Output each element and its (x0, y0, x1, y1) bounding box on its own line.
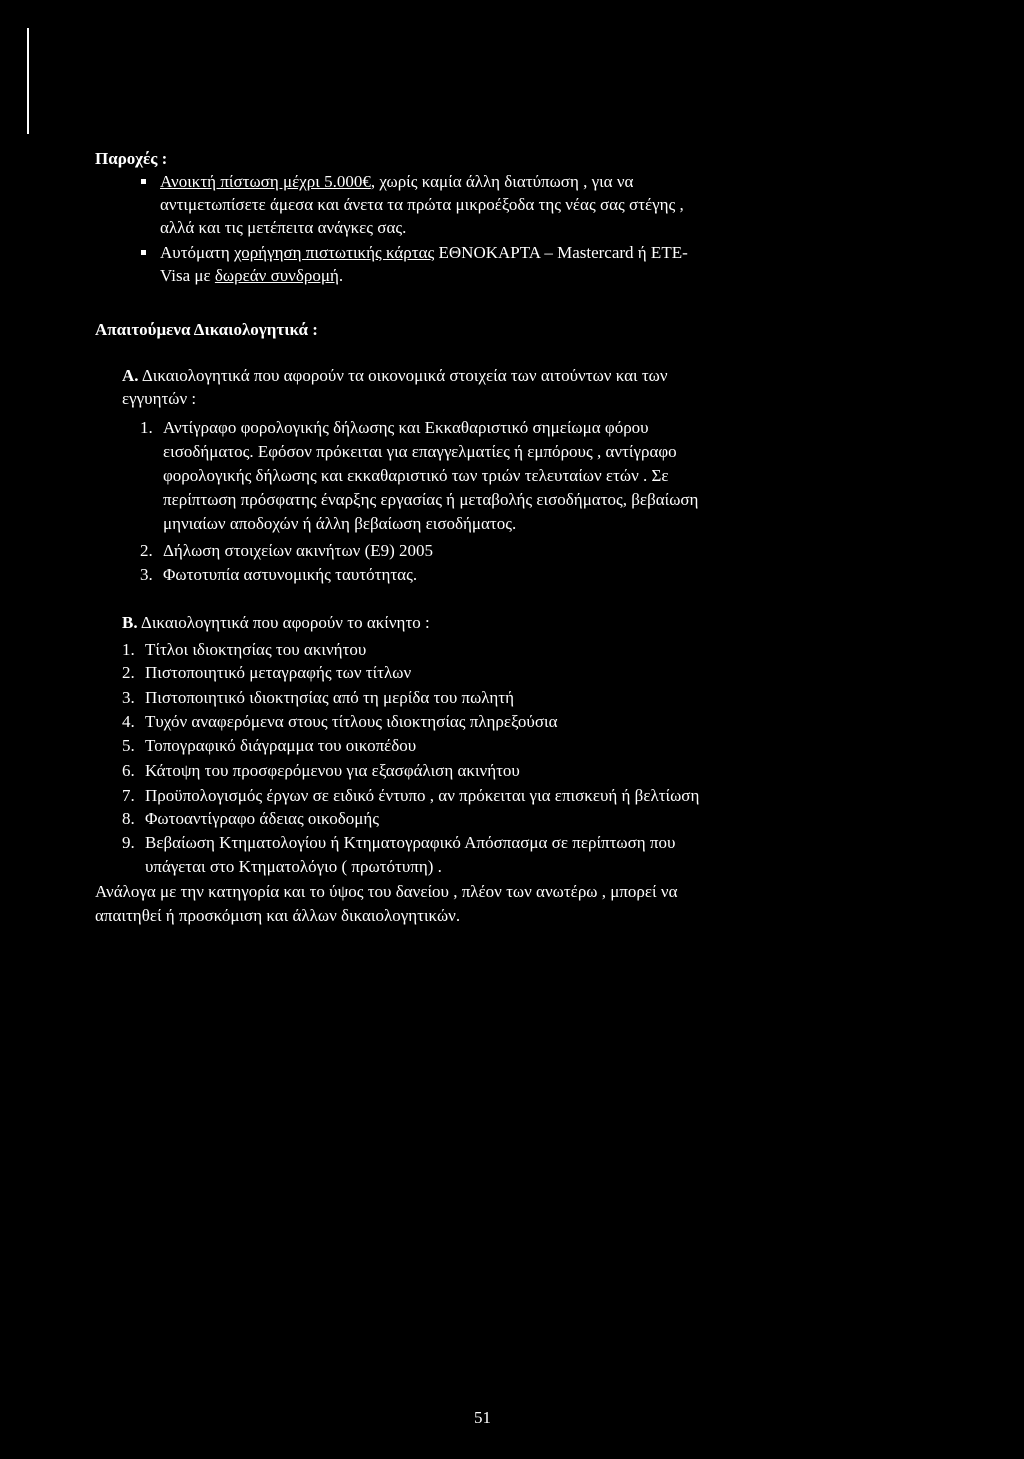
closing-text-line-2: απαιτηθεί ή προσκόμιση και άλλων δικαιολογητικών. (95, 906, 461, 925)
section-a-item-1: 1. Αντίγραφο φορολογικής δήλωσης και Εκκαθαριστικό σημείωμα φόρου (140, 418, 649, 437)
benefit-item-1-line-2: αντιμετωπίσετε άμεσα και άνετα τα πρώτα μικροέξοδα της νέας σας στέγης , (160, 195, 684, 214)
requirements-heading: Απαιτούμενα Δικαιολογητικά : (95, 320, 318, 339)
open-credit-link[interactable]: Ανοικτή πίστωση μέχρι 5.000€ (160, 172, 371, 191)
section-a-item-1-line-3: φορολογικής δήλωσης και εκκαθαριστικό των τριών τελευταίων ετών . Σε (163, 466, 669, 485)
margin-bar (27, 28, 29, 134)
benefits-heading: Παροχές : (95, 149, 168, 168)
section-a-title-line-2: εγγυητών : (122, 389, 197, 408)
list-item: 3. Πιστοποιητικό ιδιοκτησίας από τη μερίδα του πωλητή (122, 688, 514, 707)
list-item: 5. Τοπογραφικό διάγραμμα του οικοπέδου (122, 736, 417, 755)
benefit-item-1: Ανοικτή πίστωση μέχρι 5.000€, χωρίς καμία άλλη διατύπωση , για να (160, 172, 634, 191)
benefit-item-1-line-3: αλλά και τις μετέπειτα ανάγκες σας. (160, 218, 407, 237)
benefit-item-2: Αυτόματη χορήγηση πιστωτικής κάρτας ΕΘΝΟΚΑΡΤΑ – Mastercard ή ΕΤΕ- (160, 243, 688, 262)
section-a-title: Α. Δικαιολογητικά που αφορούν τα οικονομικά στοιχεία των αιτούντων και των (122, 366, 668, 385)
list-item: 7. Προϋπολογισμός έργων σε ειδικό έντυπο , αν πρόκειται για επισκευή ή βελτίωση (122, 786, 700, 805)
bullet-icon (141, 250, 146, 255)
credit-card-link[interactable]: χορήγηση πιστωτικής κάρτας (234, 243, 435, 262)
list-item: 4. Τυχόν αναφερόμενα στους τίτλους ιδιοκτησίας πληρεξούσια (122, 712, 558, 731)
closing-text-line-1: Ανάλογα με την κατηγορία και το ύψος του δανείου , πλέον των ανωτέρω , μπορεί να (95, 882, 678, 901)
list-item: 8. Φωτοαντίγραφο άδειας οικοδομής (122, 809, 379, 828)
free-subscription-link[interactable]: δωρεάν συνδρομή (214, 266, 339, 285)
list-item: 6. Κάτοψη του προσφερόμενου για εξασφάλιση ακινήτου (122, 761, 520, 780)
section-b-title: Β. Δικαιολογητικά που αφορούν το ακίνητο : (122, 613, 430, 632)
section-a-item-2: 2. Δήλωση στοιχείων ακινήτων (Ε9) 2005 (140, 541, 434, 560)
list-item: 9. Βεβαίωση Κτηματολογίου ή Κτηματογραφικό Απόσπασμα σε περίπτωση που (122, 833, 676, 852)
page-number: 51 (474, 1408, 491, 1427)
list-item: 2. Πιστοποιητικό μεταγραφής των τίτλων (122, 663, 412, 682)
section-a-item-1-line-5: μηνιαίων αποδοχών ή άλλη βεβαίωση εισοδήματος. (163, 514, 517, 533)
section-a-item-3: 3. Φωτοτυπία αστυνομικής ταυτότητας. (140, 565, 418, 584)
section-a-item-1-line-4: περίπτωση πρόσφατης έναρξης εργασίας ή μεταβολής εισοδήματος, βεβαίωση (163, 490, 699, 509)
bullet-icon (141, 179, 146, 184)
benefit-item-2-line-2: Visa με δωρεάν συνδρομή. (160, 266, 344, 285)
list-item-continuation: υπάγεται στο Κτηματολόγιο ( πρωτότυπη) . (145, 857, 442, 876)
list-item: 1. Τίτλοι ιδιοκτησίας του ακινήτου (122, 640, 367, 659)
section-a-item-1-line-2: εισοδήματος. Εφόσον πρόκειται για επαγγελματίες ή εμπόρους , αντίγραφο (163, 442, 677, 461)
